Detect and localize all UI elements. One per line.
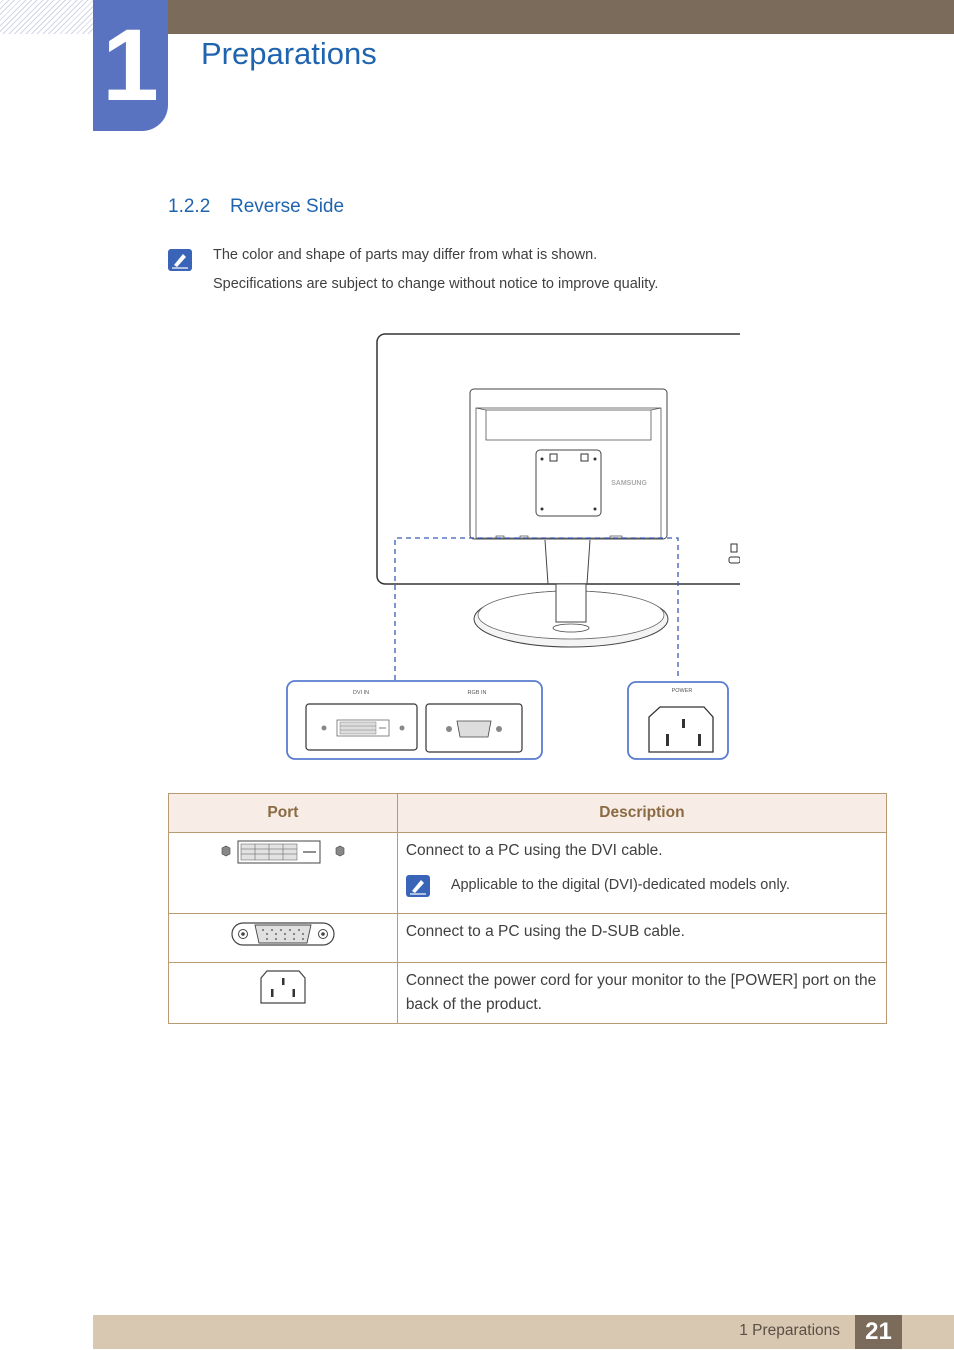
dvi-note: [406, 873, 878, 897]
dsub-port-cell: [169, 914, 398, 963]
power-port-cell: [169, 963, 398, 1024]
table-row: [169, 914, 887, 963]
dsub-description: Connect to a PC using the D-SUB cable.: [405, 923, 685, 940]
note-icon: [406, 875, 430, 897]
header-hatch-pattern: [0, 0, 93, 34]
power-port-icon: [258, 969, 308, 1005]
brand-logo-text: SAMSUNG: [611, 480, 647, 487]
dvi-description: Connect to a PC using the DVI cable.: [405, 842, 663, 859]
note-text-2: Specifications are subject to change without notice to improve quality.: [213, 276, 659, 292]
rgb-in-label: RGB IN: [467, 690, 487, 696]
table-row: [169, 833, 887, 914]
table-header-row: [169, 794, 887, 833]
dvi-port-cell: [169, 833, 398, 914]
chapter-number-tab: 1: [93, 0, 168, 131]
dvi-note-text: Applicable to the digital (DVI)-dedicated models only.: [450, 877, 790, 893]
section-title: Reverse Side: [230, 196, 345, 217]
dvi-in-label: DVI IN: [352, 690, 370, 696]
chapter-title: Preparations: [201, 36, 377, 71]
port-column-header: Port: [169, 794, 398, 833]
power-description: Connect the power cord for your monitor to the [POWER] port on the back of the product.: [405, 972, 877, 1013]
dvi-description-cell: [397, 833, 886, 914]
note-icon: [168, 249, 192, 271]
footer-chapter-label: 1 Preparations: [739, 1322, 840, 1339]
page-number: 21: [855, 1315, 902, 1349]
section-number: 1.2.2: [168, 196, 211, 217]
header-bar: [168, 0, 954, 34]
description-column-header: Description: [397, 794, 886, 833]
dvi-port-icon: [218, 839, 348, 867]
table-row: [169, 963, 887, 1024]
power-label: POWER: [671, 688, 693, 694]
dsub-description-cell: [397, 914, 886, 963]
note-text-1: The color and shape of parts may differ from what is shown.: [213, 247, 598, 263]
ports-table: [168, 793, 887, 1024]
dsub-port-icon: [230, 920, 336, 948]
section-heading: [168, 196, 344, 218]
power-description-cell: [397, 963, 886, 1024]
monitor-rear-diagram: [280, 330, 740, 770]
